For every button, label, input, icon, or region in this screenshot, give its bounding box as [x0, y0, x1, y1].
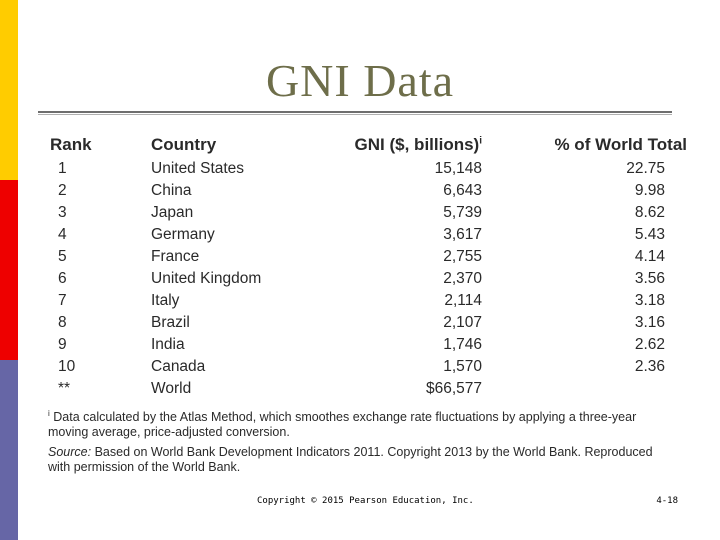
gni-table [48, 132, 687, 400]
cell-rank: 7 [58, 292, 67, 309]
footnote [48, 406, 668, 440]
cell-pct: 3.56 [634, 270, 665, 287]
header-rank: Rank [50, 135, 92, 154]
table-notes [48, 406, 668, 480]
cell-pct: 3.18 [634, 292, 665, 309]
cell-country: Canada [151, 358, 206, 375]
cell-pct [482, 378, 687, 400]
cell-gni: 3,617 [443, 226, 482, 243]
table-row [48, 202, 687, 224]
cell-pct: 22.75 [626, 160, 665, 177]
accent-bar-red [0, 180, 18, 360]
footnote-text: Data calculated by the Atlas Method, which smoothes exchange rate fluctuations by applying a three-year moving average, price-adjusted conversion. [48, 410, 637, 440]
cell-pct: 2.36 [634, 358, 665, 375]
cell-gni: 2,370 [443, 270, 482, 287]
cell-gni: 5,739 [443, 204, 482, 221]
header-pct: % of World Total [554, 135, 687, 154]
cell-pct: 9.98 [634, 182, 665, 199]
cell-country: Italy [151, 292, 180, 309]
source-text: Based on World Bank Development Indicators 2011. Copyright 2013 by the World Bank. Reproduced with permission of the World Bank. [48, 445, 653, 475]
cell-gni: 6,643 [443, 182, 482, 199]
table-row [48, 290, 687, 312]
cell-country: United Kingdom [151, 270, 262, 287]
cell-gni: $66,577 [425, 380, 482, 397]
cell-country: China [151, 182, 192, 199]
cell-rank: 2 [58, 182, 67, 199]
cell-country: Germany [151, 226, 215, 243]
cell-pct: 2.62 [634, 336, 665, 353]
cell-gni: 1,746 [443, 336, 482, 353]
table-header-row [48, 132, 687, 158]
cell-gni: 2,107 [443, 314, 482, 331]
cell-rank: 1 [58, 160, 67, 177]
footnote-marker: i [48, 409, 50, 418]
table-row [48, 378, 687, 400]
table-row [48, 268, 687, 290]
cell-country: France [151, 248, 200, 265]
cell-gni: 2,114 [444, 292, 482, 309]
copyright-text: Copyright © 2015 Pearson Education, Inc. [257, 496, 474, 506]
cell-gni: 15,148 [434, 160, 482, 177]
header-gni [341, 132, 482, 158]
cell-country: Brazil [151, 314, 190, 331]
cell-rank: 6 [58, 270, 67, 287]
cell-rank: 10 [58, 358, 76, 375]
cell-rank: 3 [58, 204, 67, 221]
cell-pct: 5.43 [634, 226, 665, 243]
cell-gni: 2,755 [443, 248, 482, 265]
source-label: Source: [48, 445, 92, 460]
title-divider-thin [38, 114, 672, 115]
title-divider [38, 111, 672, 113]
table-row [48, 312, 687, 334]
cell-country: World [151, 380, 192, 397]
table-row [48, 246, 687, 268]
table-row [48, 356, 687, 378]
cell-rank: 4 [58, 226, 67, 243]
cell-rank: ** [58, 380, 71, 397]
cell-country: India [151, 336, 185, 353]
cell-country: United States [151, 160, 245, 177]
cell-rank: 8 [58, 314, 67, 331]
table-row [48, 334, 687, 356]
gni-table-figure [38, 122, 688, 477]
table-body [48, 158, 687, 400]
table-row [48, 158, 687, 180]
cell-rank: 5 [58, 248, 67, 265]
cell-pct: 3.16 [634, 314, 665, 331]
table-row [48, 224, 687, 246]
header-gni-label: GNI ($, billions) [354, 135, 480, 154]
source-note [48, 445, 668, 475]
cell-pct: 8.62 [634, 204, 665, 221]
cell-rank: 9 [58, 336, 67, 353]
cell-country: Japan [151, 204, 194, 221]
page-number: 4-18 [656, 496, 678, 506]
cell-gni: 1,570 [443, 358, 482, 375]
slide-title: GNI Data [265, 55, 455, 106]
accent-bar-blue [0, 360, 18, 540]
header-country: Country [151, 135, 217, 154]
header-gni-footnote-marker: i [479, 135, 482, 147]
table-row [48, 180, 687, 202]
cell-pct: 4.14 [634, 248, 665, 265]
